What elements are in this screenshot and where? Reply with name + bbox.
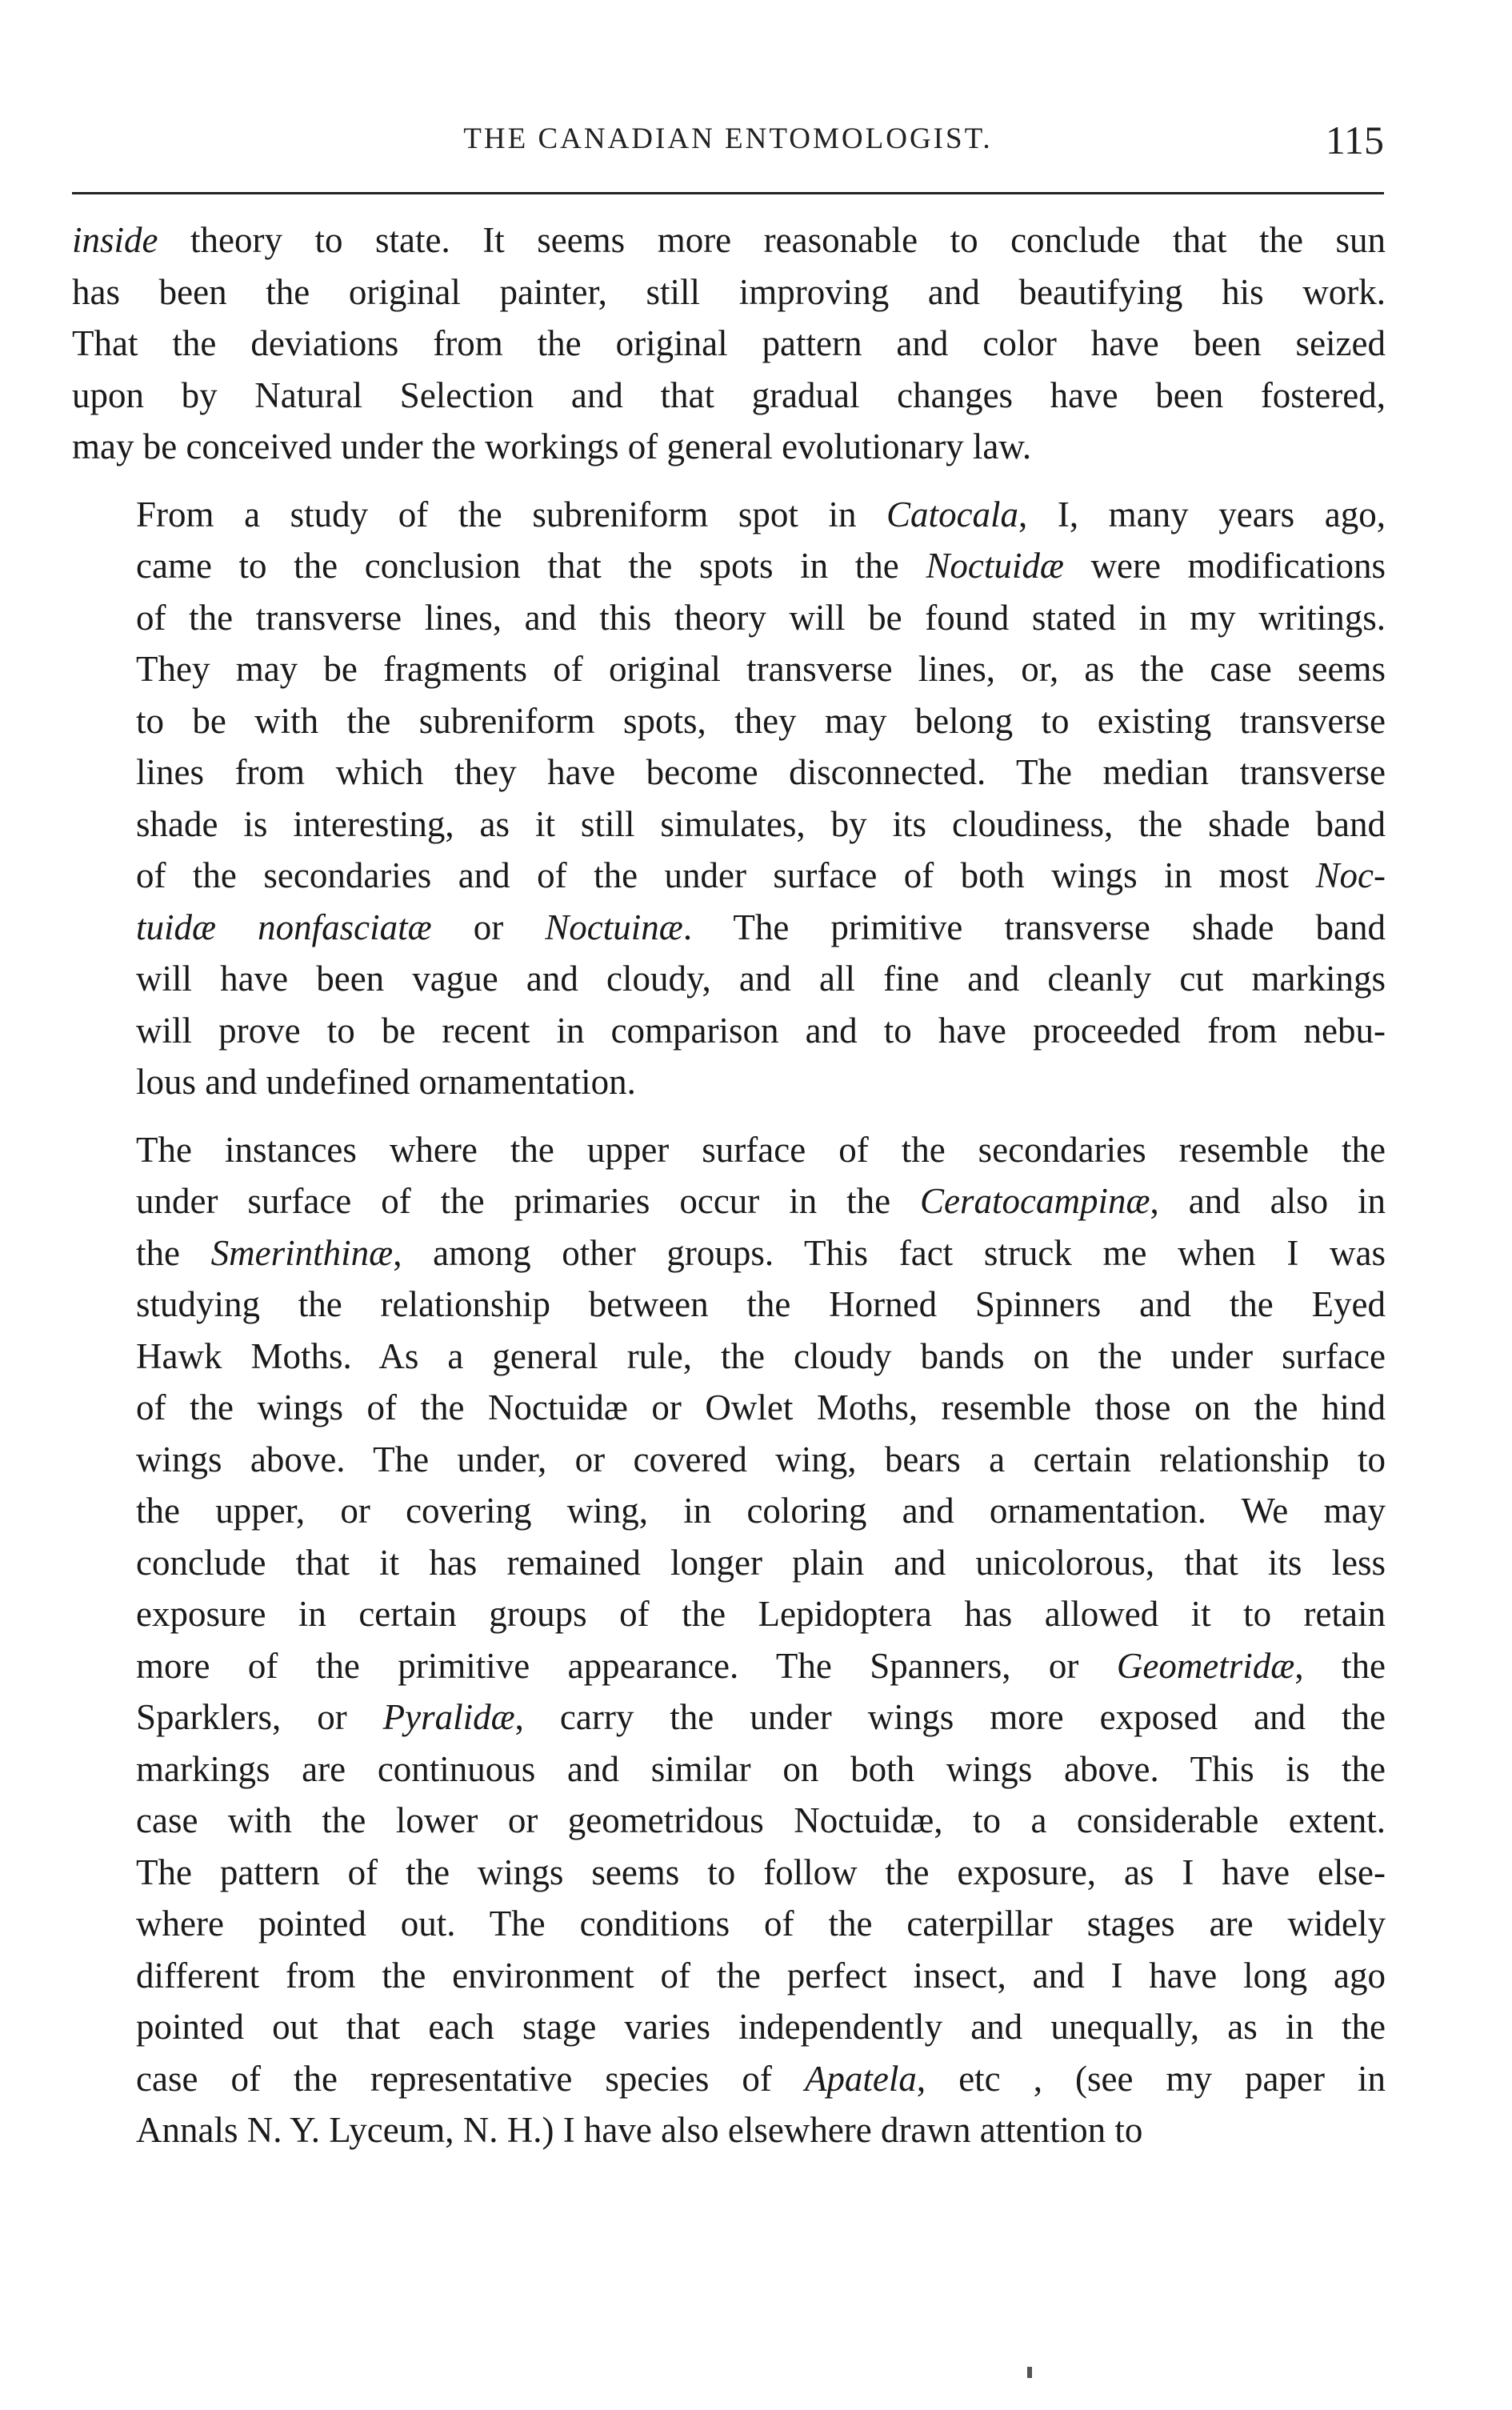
text-line — [72, 1795, 1386, 1847]
italic-term: Noctuidæ — [926, 546, 1064, 586]
body-text — [72, 214, 1386, 2172]
text-line — [72, 592, 1386, 644]
printer-mark — [1027, 2367, 1032, 2378]
text-line — [72, 2104, 1386, 2156]
text-line — [72, 1227, 1386, 1279]
text-line — [72, 1691, 1386, 1743]
text-run: has been the original painter, still improving and beautifying his work. — [72, 271, 1386, 312]
text-run: will have been vague and cloudy, and all fine and cleanly cut markings — [136, 959, 1386, 999]
text-line — [72, 1898, 1386, 1950]
text-line — [72, 643, 1386, 695]
text-line — [72, 953, 1386, 1005]
italic-term: tuidæ nonfasciatæ — [136, 907, 432, 947]
text-run: may be conceived under the workings of general evolutionary law. — [72, 426, 1032, 466]
running-head — [72, 118, 1384, 170]
text-run: the upper, or covering wing, in coloring and ornamentation. We may — [136, 1491, 1386, 1531]
text-run: where pointed out. The conditions of the caterpillar stages are widely — [136, 1904, 1386, 1944]
text-run: or — [431, 907, 546, 947]
text-line — [72, 1537, 1386, 1589]
text-run: of the wings of the Noctuidæ or Owlet Moths, resemble those on the hind — [136, 1387, 1386, 1427]
text-run: They may be fragments of original transverse lines, or, as the case seems — [136, 649, 1386, 689]
text-line — [72, 1056, 1386, 1108]
text-line — [72, 2053, 1386, 2105]
text-line — [72, 318, 1386, 370]
text-line — [72, 1331, 1386, 1383]
text-line — [72, 2001, 1386, 2053]
text-run: came to the conclusion that the spots in the — [136, 546, 926, 586]
text-run: under surface of the primaries occur in the — [136, 1181, 921, 1221]
text-line — [72, 1279, 1386, 1331]
text-line — [72, 489, 1386, 541]
page-number: 115 — [1325, 118, 1384, 162]
text-run: conclude that it has remained longer plain and unicolorous, that its less — [136, 1542, 1386, 1583]
text-run: exposure in certain groups of the Lepidoptera has allowed it to retain — [136, 1594, 1386, 1634]
text-line — [72, 1588, 1386, 1640]
journal-title: THE CANADIAN ENTOMOLOGIST. — [463, 122, 993, 155]
text-line — [72, 540, 1386, 592]
text-line — [72, 1005, 1386, 1057]
paragraph — [72, 214, 1386, 473]
text-run: were modifications — [1063, 546, 1386, 586]
text-run: Hawk Moths. As a general rule, the cloudy bands on the under surface — [136, 1335, 1386, 1376]
italic-term: Apatela — [804, 2058, 917, 2099]
text-run: theory to state. It seems more reasonable to conclude that the sun — [158, 220, 1386, 260]
italic-term: Geometridæ — [1116, 1645, 1295, 1686]
text-line — [72, 747, 1386, 799]
text-run: upon by Natural Selection and that gradual changes have been fostered, — [72, 374, 1386, 415]
text-run: lines from which they have become disconnected. The median transverse — [136, 752, 1386, 792]
text-line — [72, 1847, 1386, 1899]
paragraph — [72, 1124, 1386, 2156]
text-line — [72, 695, 1386, 747]
text-run: wings above. The under, or covered wing, bears a certain relationship to — [136, 1439, 1386, 1479]
text-run: , among other groups. This fact struck me when I was — [393, 1232, 1386, 1273]
text-line — [72, 1124, 1386, 1176]
text-run: Sparklers, or — [136, 1697, 383, 1737]
text-line — [72, 1382, 1386, 1434]
text-line — [72, 1175, 1386, 1227]
text-run: shade is interesting, as it still simulates, by its cloudiness, the shade band — [136, 803, 1386, 844]
text-run: pointed out that each stage varies independently and unequally, as in the — [136, 2007, 1386, 2047]
text-run: The instances where the upper surface of the secondaries resemble the — [136, 1129, 1386, 1170]
text-run: markings are continuous and similar on both wings above. This is the — [136, 1748, 1386, 1789]
paragraph — [72, 489, 1386, 1108]
text-run: From a study of the subreniform spot in — [136, 494, 887, 534]
text-run: , and also in — [1150, 1181, 1386, 1221]
text-line — [72, 370, 1386, 422]
text-run: different from the environment of the perfect insect, and I have long ago — [136, 1955, 1386, 1996]
text-line — [72, 902, 1386, 954]
text-run: of the secondaries and of the under surface of both wings in most — [136, 855, 1316, 895]
italic-term: Noctuinæ — [545, 907, 683, 947]
text-run: , I, many years ago, — [1018, 494, 1386, 534]
text-run: That the deviations from the original pattern and color have been seized — [72, 323, 1386, 363]
text-line — [72, 266, 1386, 318]
text-run: studying the relationship between the Horned Spinners and the Eyed — [136, 1284, 1386, 1324]
text-run: . The primitive transverse shade band — [682, 907, 1386, 947]
text-line — [72, 1485, 1386, 1537]
text-run: , carry the under wings more exposed and the — [514, 1697, 1386, 1737]
text-run: of the transverse lines, and this theory will be found stated in my writings. — [136, 597, 1386, 638]
italic-term: Ceratocampinæ — [920, 1181, 1150, 1221]
text-run: more of the primitive appearance. The Spanners, or — [136, 1645, 1117, 1686]
text-run: will prove to be recent in comparison and to have proceeded from nebu- — [136, 1010, 1386, 1051]
text-line — [72, 1434, 1386, 1486]
italic-term: inside — [72, 220, 158, 260]
text-line — [72, 1640, 1386, 1692]
text-run: to be with the subreniform spots, they may belong to existing transverse — [136, 700, 1386, 741]
text-run: the — [136, 1232, 211, 1273]
text-run: lous and undefined ornamentation. — [136, 1062, 636, 1102]
text-run: case of the representative species of — [136, 2058, 805, 2099]
text-line — [72, 421, 1386, 473]
text-run: , etc , (see my paper in — [916, 2058, 1386, 2099]
italic-term: Pyralidæ — [382, 1697, 515, 1737]
text-line — [72, 850, 1386, 902]
text-line — [72, 799, 1386, 851]
header-rule — [72, 192, 1384, 194]
italic-term: Smerinthinæ — [210, 1232, 394, 1273]
text-line — [72, 1743, 1386, 1795]
text-run: , the — [1294, 1645, 1386, 1686]
text-line — [72, 214, 1386, 266]
italic-term: Noc- — [1315, 855, 1386, 895]
text-run: The pattern of the wings seems to follow the exposure, as I have else- — [136, 1852, 1386, 1892]
italic-term: Catocala — [886, 494, 1019, 534]
text-run: Annals N. Y. Lyceum, N. H.) I have also elsewhere drawn attention to — [136, 2110, 1143, 2150]
text-run: case with the lower or geometridous Noctuidæ, to a considerable extent. — [136, 1800, 1386, 1840]
text-line — [72, 1950, 1386, 2002]
